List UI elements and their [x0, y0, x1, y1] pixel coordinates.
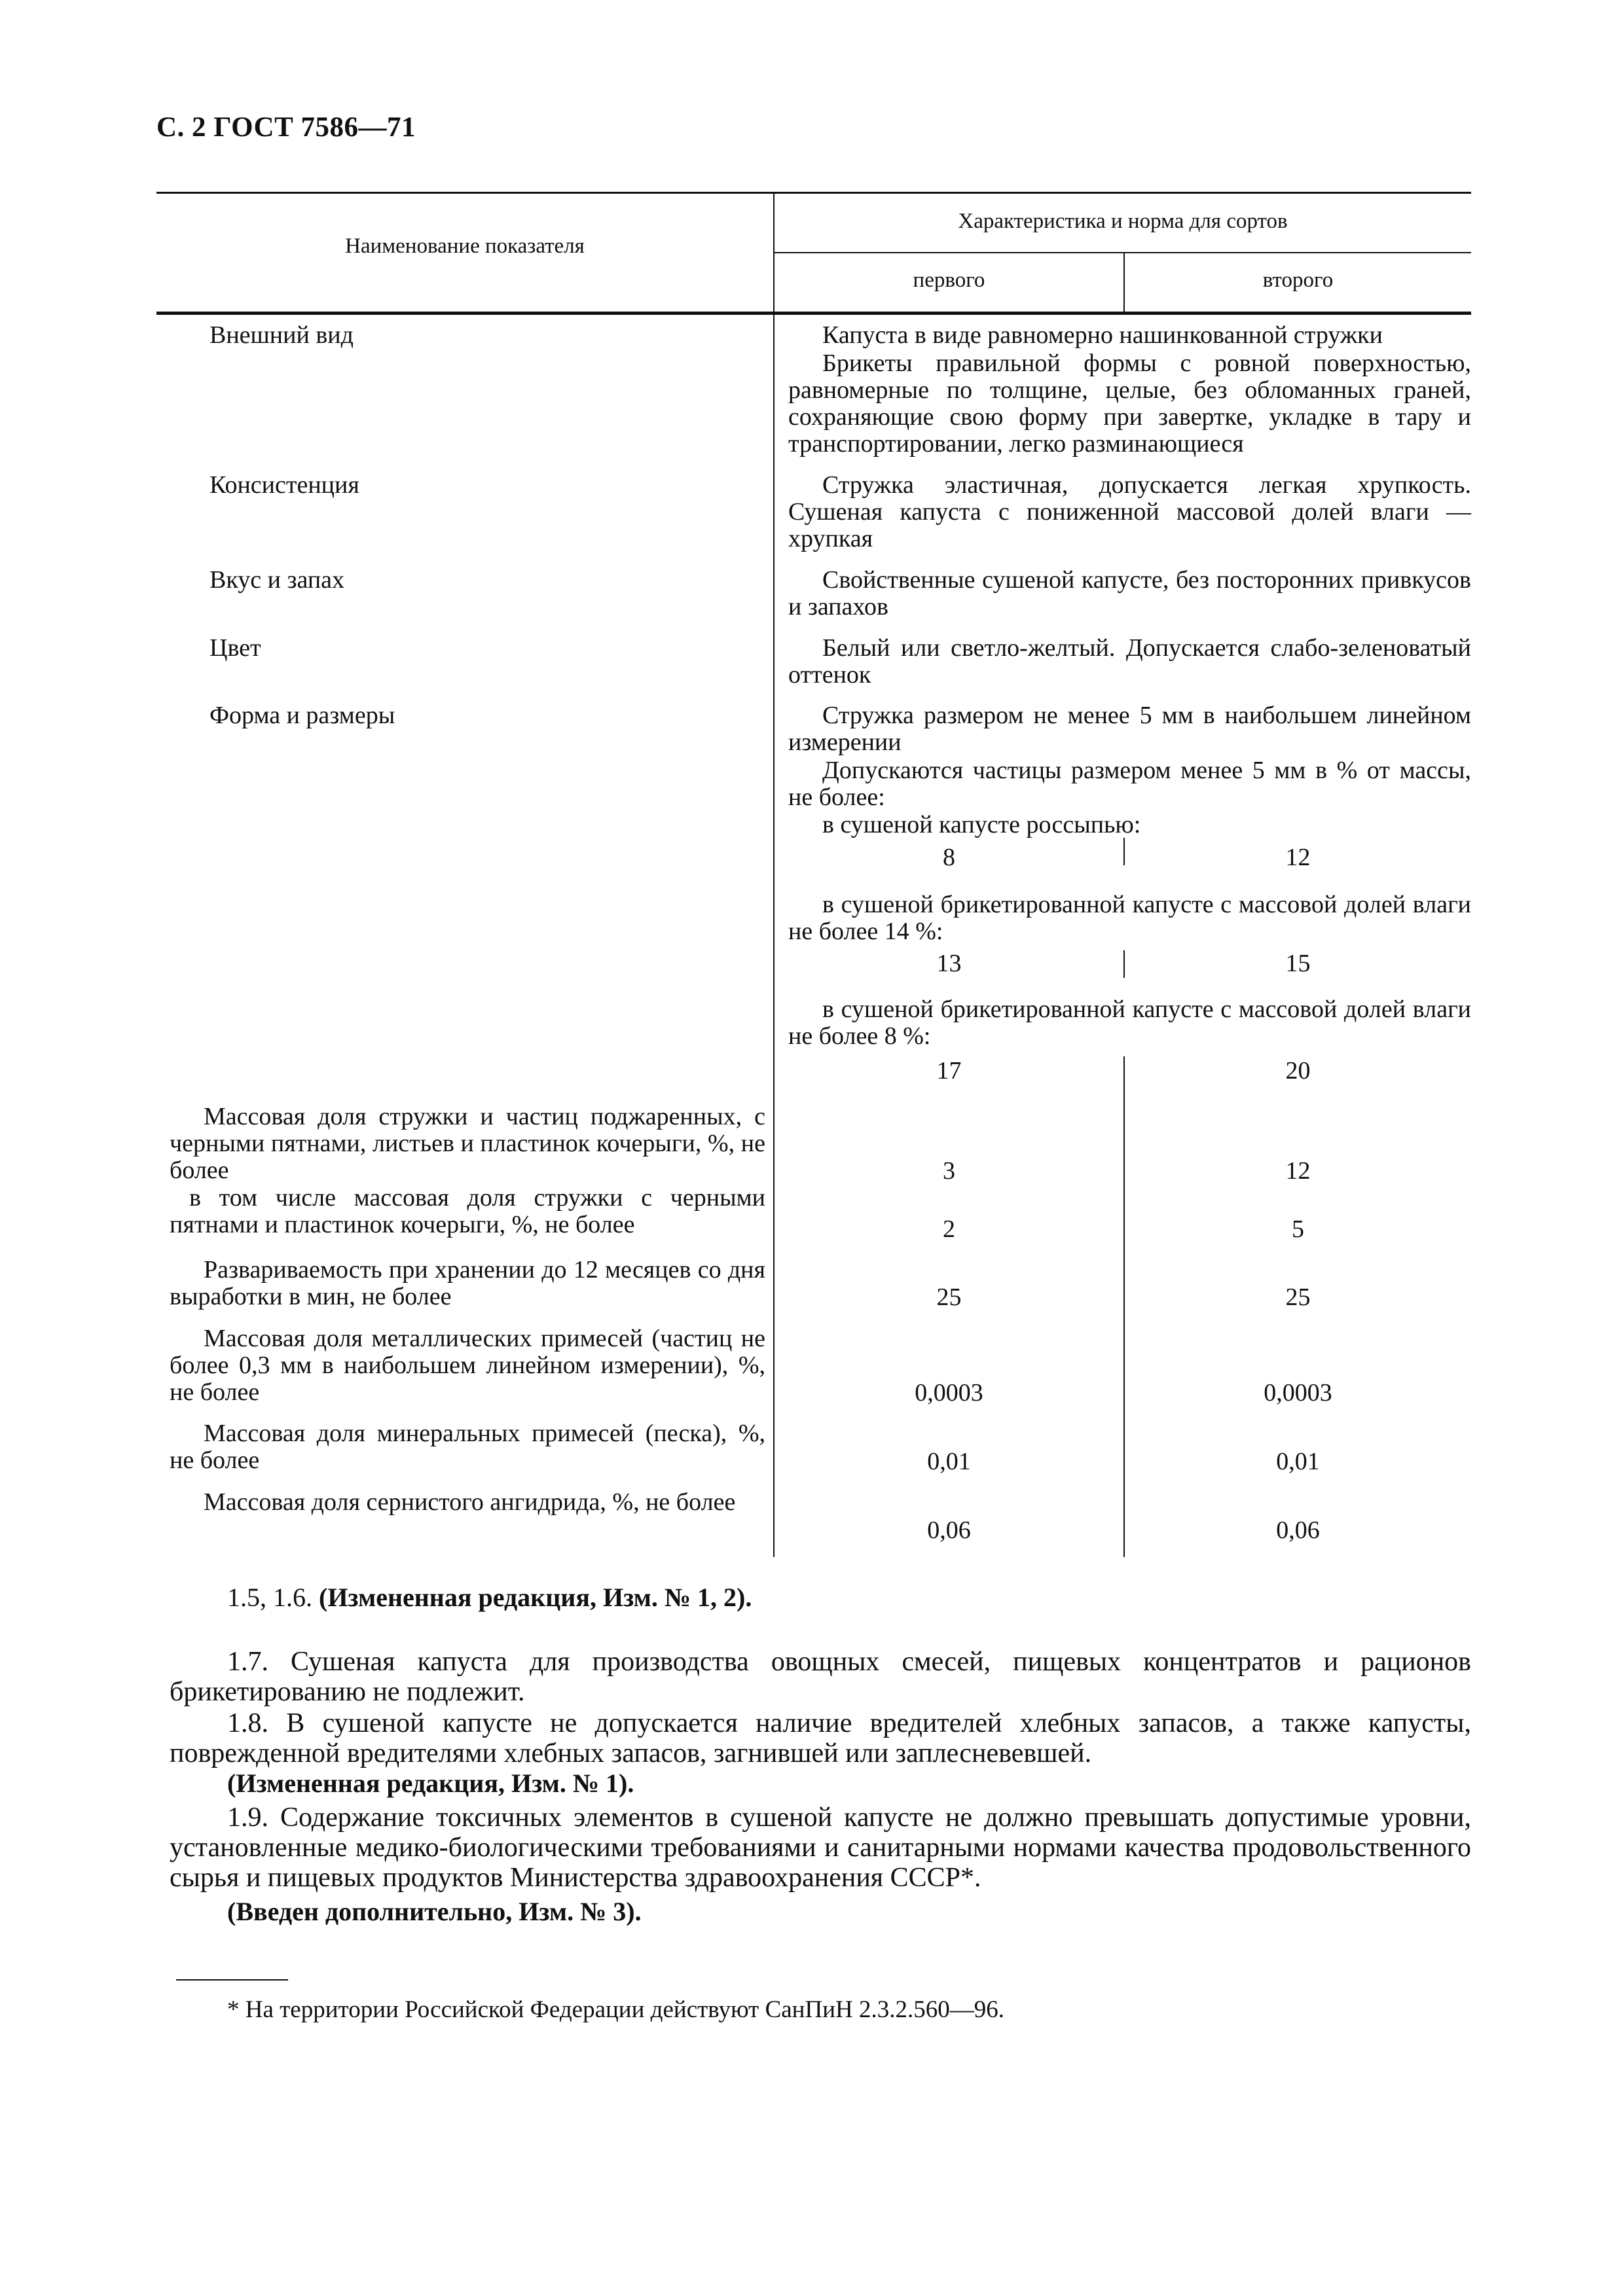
fried-second: 12 — [1285, 1157, 1311, 1185]
shape-sub-1: в сушеной капусте россыпью: — [822, 811, 1141, 838]
boil-first: 25 — [936, 1283, 962, 1311]
table-subheader-rule — [773, 252, 1471, 253]
metal-first: 0,0003 — [915, 1379, 983, 1407]
taste-text: Свойственные сушеной капусте, без посторонних привкусов и запахов — [788, 566, 1471, 620]
row-name-taste: Вкус и запах — [210, 566, 345, 594]
shape-sub-1-first: 8 — [943, 844, 955, 871]
row-name-boil: Развариваемость при хранении до 12 месяцев со дня выработки в мин, не более — [170, 1256, 765, 1310]
row-name-color: Цвет — [210, 634, 261, 662]
mineral-first: 0,01 — [927, 1448, 971, 1475]
shape-sub-2-first: 13 — [936, 950, 962, 977]
shape-sub-2-second: 15 — [1285, 950, 1311, 977]
sulfur-first: 0,06 — [927, 1516, 971, 1544]
col-header-first: первого — [913, 268, 985, 292]
boil-second: 25 — [1285, 1283, 1311, 1311]
appearance-text-2: Брикеты правильной формы с ровной поверхностью, равномерные по толщине, целые, без обломанных граней, сохраняющие свою форму при завертке, укладке в тару и транспортировании, легко разминающиеся — [788, 350, 1471, 457]
row-name-fried: Массовая доля стружки и частиц поджаренных, с черными пятнами, листьев и пластинок кочерыги, %, не более — [170, 1103, 765, 1184]
shape-sub-1-second: 12 — [1285, 844, 1311, 871]
fried-sub-first: 2 — [943, 1215, 955, 1243]
sulfur-second: 0,06 — [1276, 1516, 1320, 1544]
table-top-rule — [156, 192, 1471, 194]
table-col-divider — [773, 192, 775, 1557]
paragraph-1-8: 1.8. В сушеной капусте не допускается наличие вредителей хлебных запасов, а также капусты, поврежденной вредителями хлебных запасов, загнившей или заплесневевшей. — [170, 1708, 1471, 1768]
paragraph-1-7: 1.7. Сушеная капуста для производства овощных смесей, пищевых концентратов и рационов брикетированию не подлежит. — [170, 1647, 1471, 1707]
col-header-second: второго — [1262, 268, 1334, 292]
footnote-rule — [176, 1979, 288, 1981]
row-name-mineral: Массовая доля минеральных примесей (песка), %, не более — [170, 1420, 765, 1474]
col-header-group: Характеристика и норма для сортов — [958, 209, 1288, 233]
page-header: С. 2 ГОСТ 7586—71 — [156, 112, 416, 143]
footnote: * На территории Российской Федерации действуют СанПиН 2.3.2.560—96. — [227, 1996, 1004, 2023]
row-name-consistency: Консистенция — [210, 471, 359, 499]
shape-sub-2: в сушеной брикетированной капусте с массовой долей влаги не более 14 %: — [788, 891, 1471, 945]
fried-sub-second: 5 — [1292, 1215, 1304, 1243]
metal-second: 0,0003 — [1264, 1379, 1332, 1407]
appearance-text-1: Капуста в виде равномерно нашинкованной стружки — [822, 321, 1383, 349]
shape-sub-3: в сушеной брикетированной капусте с массовой долей влаги не более 8 %: — [788, 996, 1471, 1050]
amendment-1-9: (Введен дополнительно, Изм. № 3). — [227, 1897, 642, 1926]
row-name-metal: Массовая доля металлических примесей (частиц не более 0,3 мм в наибольшем линейном измерении), %, не более — [170, 1325, 765, 1406]
row-name-appearance: Внешний вид — [210, 321, 354, 349]
col-header-param: Наименование показателя — [345, 234, 585, 258]
note-1-5-1-6: 1.5, 1.6. (Измененная редакция, Изм. № 1, 2). — [227, 1583, 752, 1612]
row-name-shape: Форма и размеры — [210, 702, 395, 729]
shape-text-1: Стружка размером не менее 5 мм в наибольшем линейном измерении — [788, 702, 1471, 756]
fried-first: 3 — [943, 1157, 955, 1185]
row-name-fried-sub: в том числе массовая доля стружки с черными пятнами и пластинок кочерыги, %, не более — [170, 1184, 765, 1238]
color-text: Белый или светло-желтый. Допускается слабо-зеленоватый оттенок — [788, 634, 1471, 689]
mineral-second: 0,01 — [1276, 1448, 1320, 1475]
row-name-sulfur: Массовая доля сернистого ангидрида, %, не более — [204, 1488, 736, 1516]
table-header-bottom-rule — [156, 312, 1471, 315]
shape-sub-3-second: 20 — [1285, 1057, 1311, 1085]
shape-sub-3-first: 17 — [936, 1057, 962, 1085]
shape-text-2: Допускаются частицы размером менее 5 мм в % от массы, не более: — [788, 757, 1471, 811]
paragraph-1-9: 1.9. Содержание токсичных элементов в сушеной капусте не должно превышать допустимые уровни, установленные медико-биологическими требованиями и санитарными нормами качества продовольственного сырья и пищевых продуктов Министерства здравоохранения СССР*. — [170, 1803, 1471, 1893]
amendment-1-8: (Измененная редакция, Изм. № 1). — [227, 1768, 634, 1798]
consistency-text: Стружка эластичная, допускается легкая хрупкость. Сушеная капуста с пониженной массовой долей влаги — хрупкая — [788, 471, 1471, 552]
